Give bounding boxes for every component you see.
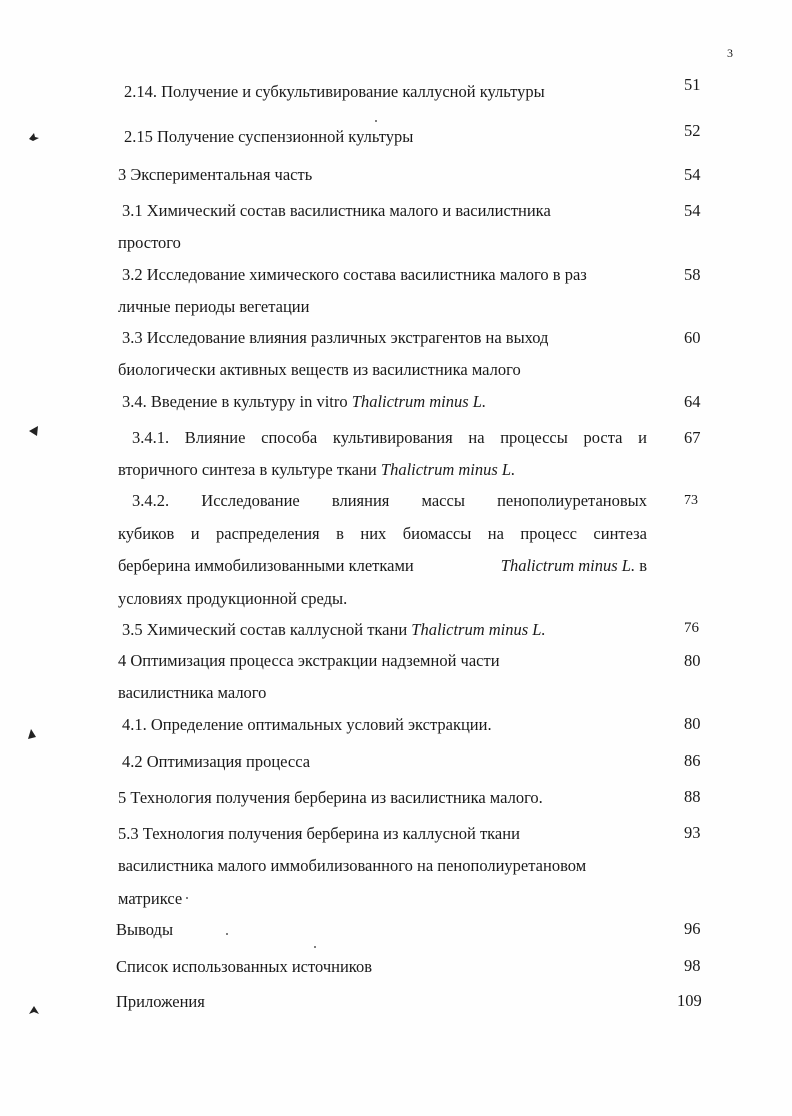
- toc-entry-text-cont: матриксе: [118, 889, 183, 908]
- toc-entry-page: 98: [684, 956, 701, 975]
- toc-entry-text-cont: условиях продукционной среды.: [118, 589, 348, 608]
- toc-entry-text: 4.1. Определение оптимальных условий экстракции.: [122, 715, 492, 734]
- toc-entry-page: 93: [684, 823, 701, 842]
- toc-entry-text-plain: 3.4. Введение в культуру in vitro: [122, 392, 352, 411]
- toc-entry-text: 3.3 Исследование влияния различных экстрагентов на выход: [122, 328, 549, 347]
- scan-speck: [314, 946, 316, 948]
- toc-entry-page: 80: [684, 714, 701, 733]
- toc-entry-page: 54: [684, 201, 701, 220]
- toc-entry-text-cont: [118, 556, 647, 576]
- toc-entry-page: 88: [684, 787, 701, 806]
- toc-entry-text-cont: василистника малого: [118, 683, 267, 702]
- toc-entry-page: 51: [684, 75, 701, 94]
- toc-entry-text-italic: Thalictrum minus L.: [500, 556, 636, 575]
- toc-entry-text-cont: [118, 460, 515, 480]
- toc-entry-page: 86: [684, 751, 701, 770]
- toc-entry-page: 52: [684, 121, 701, 140]
- scan-mark-icon: [25, 727, 39, 741]
- toc-entry-text: 4.2 Оптимизация процесса: [122, 752, 311, 771]
- toc-entry-text-cont: простого: [118, 233, 181, 252]
- toc-entry-text-cont: биологически активных веществ из василистника малого: [118, 360, 521, 379]
- toc-entry-page: 67: [684, 428, 701, 447]
- toc-entry-text-plain: 3.5 Химический состав каллусной ткани: [122, 620, 412, 639]
- toc-entry-text: 3.4.2. Исследование влияния массы пенополиуретановых: [132, 491, 647, 510]
- toc-entry-text: 2.14. Получение и субкультивирование каллусной культуры: [124, 82, 545, 101]
- scan-speck: [375, 120, 377, 122]
- toc-entry-text: 3 Экспериментальная часть: [118, 165, 313, 184]
- toc-entry-text: 2.15 Получение суспензионной культуры: [124, 127, 414, 146]
- toc-entry-page: 80: [684, 651, 701, 670]
- toc-entry-text: 5.3 Технология получения берберина из каллусной ткани: [118, 824, 520, 843]
- toc-entry-page: 60: [684, 328, 701, 347]
- scan-mark-icon: [27, 424, 41, 438]
- toc-entry-page: 54: [684, 165, 701, 184]
- toc-entry-text-plain: вторичного синтеза в культуре ткани: [118, 460, 381, 479]
- toc-entry-text-cont: кубиков и распределения в них биомассы на процесс синтеза: [118, 524, 647, 543]
- toc-entry-page: 58: [684, 265, 701, 284]
- page-number: 3: [727, 46, 733, 60]
- toc-entry-text: [122, 392, 486, 412]
- scan-mark-icon: [27, 130, 41, 144]
- toc-entry-page: 96: [684, 919, 701, 938]
- toc-entry-text: Приложения: [116, 992, 205, 1011]
- toc-entry-text: Список использованных источников: [116, 957, 372, 976]
- toc-entry-page: 64: [684, 392, 701, 411]
- toc-entry-text-italic: Thalictrum minus L.: [351, 392, 487, 411]
- toc-entry-text-italic: Thalictrum minus L.: [411, 620, 546, 639]
- toc-entry-text: 4 Оптимизация процесса экстракции надземной части: [118, 651, 500, 670]
- toc-entry-text: 5 Технология получения берберина из василистника малого.: [118, 788, 543, 807]
- toc-entry-text-italic: Thalictrum minus L.: [380, 460, 516, 479]
- toc-entry-text-italic-wrap: [501, 556, 647, 576]
- toc-entry-page: 76: [684, 620, 699, 636]
- toc-entry-text: [122, 620, 546, 640]
- toc-entry-text: 3.1 Химический состав василистника малого и василистника: [122, 201, 551, 220]
- scan-mark-icon: [27, 1004, 41, 1018]
- toc-entry-text: 3.4.1. Влияние способа культивирования на процессы роста и: [132, 428, 647, 447]
- toc-entry-text: 3.2 Исследование химического состава василистника малого в раз: [122, 265, 587, 284]
- toc-entry-text-plain: берберина иммобилизованными клетками: [118, 556, 414, 575]
- toc-entry-text-cont: личные периоды вегетации: [118, 297, 310, 316]
- toc-entry-text: Выводы: [116, 920, 174, 939]
- scan-speck: [226, 933, 228, 935]
- toc-entry-text-end: в: [635, 556, 647, 575]
- toc-entry-text-cont: василистника малого иммобилизованного на пенополиуретановом: [118, 856, 587, 875]
- toc-entry-page: 73: [684, 493, 698, 508]
- scan-speck: [186, 897, 188, 899]
- toc-entry-page: 109: [677, 991, 702, 1010]
